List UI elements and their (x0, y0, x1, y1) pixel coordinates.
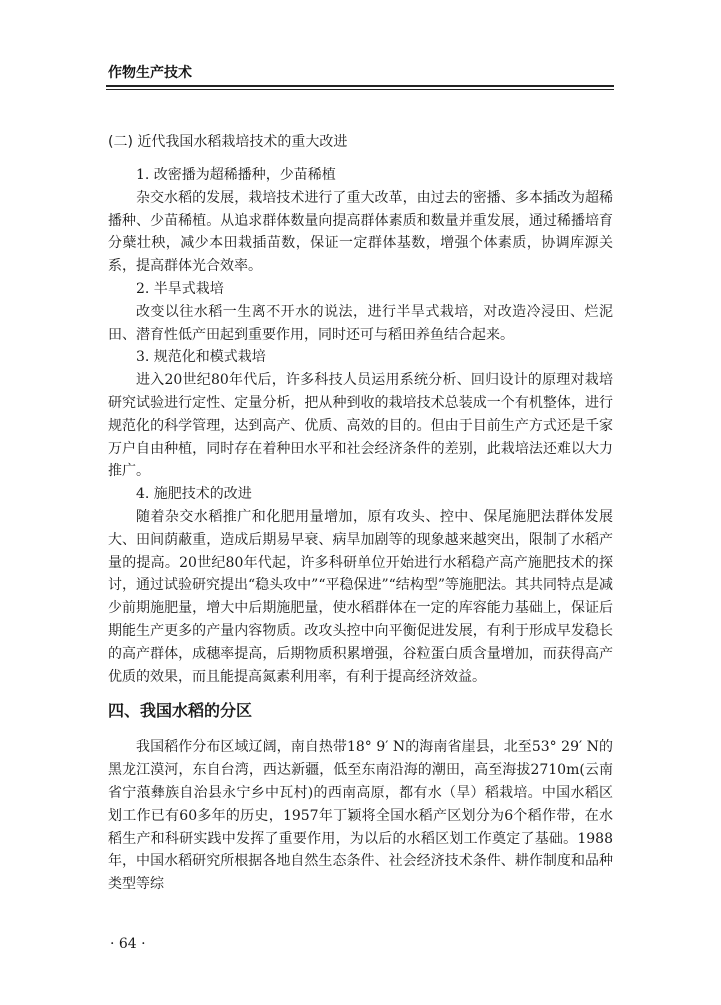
subsection-title: (二) 近代我国水稻栽培技术的重大改进 (108, 134, 348, 150)
item-paragraph-1: 杂交水稻的发展，栽培技术进行了重大改革，由过去的密播、多本插改为超稀播种、少苗稀植。从追求群体数量向提高群体素质和数量并重发展，通过稀播培育分蘖壮秧，减少本田栽插苗数，保证一定群体基数，增强个体素质，协调库源关系，提高群体光合效率。 (108, 189, 613, 275)
item-heading-4: 4. 施肥技术的改进 (136, 486, 252, 503)
header-rule-thick (106, 85, 614, 87)
item-heading-1: 1. 改密播为超稀播种，少苗稀植 (136, 167, 336, 183)
item-paragraph-4: 随着杂交水稻推广和化肥用量增加，原有攻头、控中、保尾施肥法群体发展大、田间荫蔽重，造成后期易早衰、病旱加剧等的现象越来越突出，限制了水稻产量的提高。20世纪80年代起，许多科研单位开始进行水稻稳产高产施肥技术的探讨，通过试验研究提出“稳头攻中”“平稳保进”“结构型”等施肥法。其共同特点是减少前期施肥量，增大中后期施肥量，使水稻群体在一定的库容能力基础上，保证后期能生产更多的产量内容物质。改攻头控中向平衡促进发展，有利于形成早发稳长的高产群体，成穗率提高，后期物质积累增强，谷粒蛋白质含量增加，而获得高产优质的效果，而且能提高氮素利用率，有利于提高经济效益。 (108, 508, 613, 685)
item-heading-2: 2. 半旱式栽培 (136, 280, 224, 297)
page-number: · 64 · (110, 936, 146, 952)
header-rule-thin (106, 89, 614, 90)
section-paragraph: 我国稻作分布区域辽阔，南自热带18° 9′ N的海南省崖县，北至53° 29′ N的黑龙江漠河，东自台湾，西达新疆，低至东南沿海的潮田，高至海拔2710m(云南省宁蒗彝族自治县永宁乡中瓦村)的西南高原，都有水（旱）稻栽培。中国水稻区划工作已有60多年的历史，1957年丁颖将全国水稻产区划分为6个稻作带，在水稻生产和科研实践中发挥了重要作用，为以后的水稻区划工作奠定了基础。1988年，中国水稻研究所根据各地自然生态条件、社会经济技术条件、耕作制度和品种类型等综 (108, 739, 613, 893)
section-title: 四、我国水稻的分区 (108, 701, 253, 721)
item-paragraph-3: 进入20世纪80年代后，许多科技人员运用系统分析、回归设计的原理对栽培研究试验进行定性、定量分析，把从种到收的栽培技术总装成一个有机整体，进行规范化的科学管理，达到高产、优质、高效的目的。但由于目前生产方式还是千家万户自由种植，同时存在着种田水平和社会经济条件的差别，此栽培法还难以大力推广。 (108, 372, 613, 480)
item-heading-3: 3. 规范化和模式栽培 (136, 349, 266, 366)
running-header: 作物生产技术 (108, 65, 192, 81)
item-paragraph-2: 改变以往水稻一生离不开水的说法，进行半旱式栽培，对改造冷浸田、烂泥田、潜育性低产田起到重要作用，同时还可与稻田养鱼结合起来。 (108, 303, 613, 343)
page-body (108, 128, 613, 896)
